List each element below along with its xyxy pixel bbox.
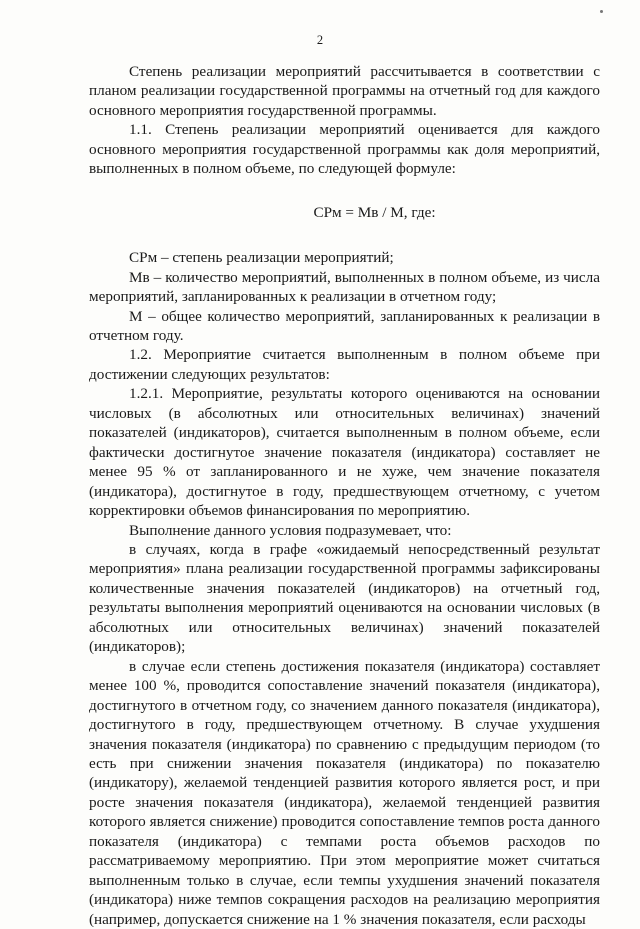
document-body — [89, 62, 600, 929]
paragraph: 1.2.1. Мероприятие, результаты которого оцениваются на основании числовых (в абсолютных или относительных величинах) значений показателей (индикаторов), считается выполненным в полном объеме, если фактически достигнутое значение показателя (индикатора) составляет не менее 95 % от запланированного и не хуже, чем значение показателя (индикатора), достигнутое в году, предшествующем отчетному, с учетом корректировки объемов финансирования по мероприятию. — [89, 385, 600, 520]
paragraph: 1.1. Степень реализации мероприятий оценивается для каждого основного мероприятия государственной программы как доля мероприятий, выполненных в полном объеме, по следующей формуле: — [89, 121, 600, 178]
paragraph: Мв – количество мероприятий, выполненных в полном объеме, из числа мероприятий, запланированных к реализации в отчетном году; — [89, 268, 600, 306]
scan-speck — [600, 10, 603, 13]
paragraph: Степень реализации мероприятий рассчитывается в соответствии с планом реализации государственной программы на отчетный год для каждого основного мероприятия государственной программы. — [89, 63, 600, 119]
paragraph: в случае если степень достижения показателя (индикатора) составляет менее 100 %, проводится сопоставление значений показателя (индикатора), достигнутого в отчетном году, со значением данного показателя (индикатора), достигнутого в году, предшествующем отчетному. В случае ухудшения значения показателя (индикатора) по сравнению с предыдущим периодом (то есть при снижении значения показателя (индикатора) по показателю (индикатору), желаемой тенденцией развития которого является рост, и при росте значения показателя (индикатора), желаемой тенденцией развития которого является снижение) проводится сопоставление темпов роста данного показателя (индикатора) с темпами роста объемов расходов по рассматриваемому мероприятию. При этом мероприятие может считаться выполненным только в случае, если темпы ухудшения значений показателя (индикатора) ниже темпов сокращения расходов на реализацию мероприятия (например, допускается снижение на 1 % значения показателя, если расходы — [89, 657, 600, 928]
page-number: 2 — [316, 33, 324, 47]
formula: СРм = Мв / М, где: — [313, 203, 436, 221]
paragraph: М – общее количество мероприятий, запланированных к реализации в отчетном году. — [89, 307, 600, 344]
paragraph: СРм – степень реализации мероприятий; — [129, 249, 394, 267]
paragraph: 1.2. Мероприятие считается выполненным в полном объеме при достижении следующих результатов: — [89, 346, 600, 383]
paragraph: в случаях, когда в графе «ожидаемый непосредственный результат мероприятия» плана реализации государственной программы зафиксированы количественные значения показателей (индикаторов) на отчетный год, результаты выполнения мероприятий оцениваются на основании числовых (в абсолютных или относительных величинах) значений показателей (индикаторов); — [89, 540, 600, 656]
paragraph: Выполнение данного условия подразумевает, что: — [129, 521, 452, 539]
